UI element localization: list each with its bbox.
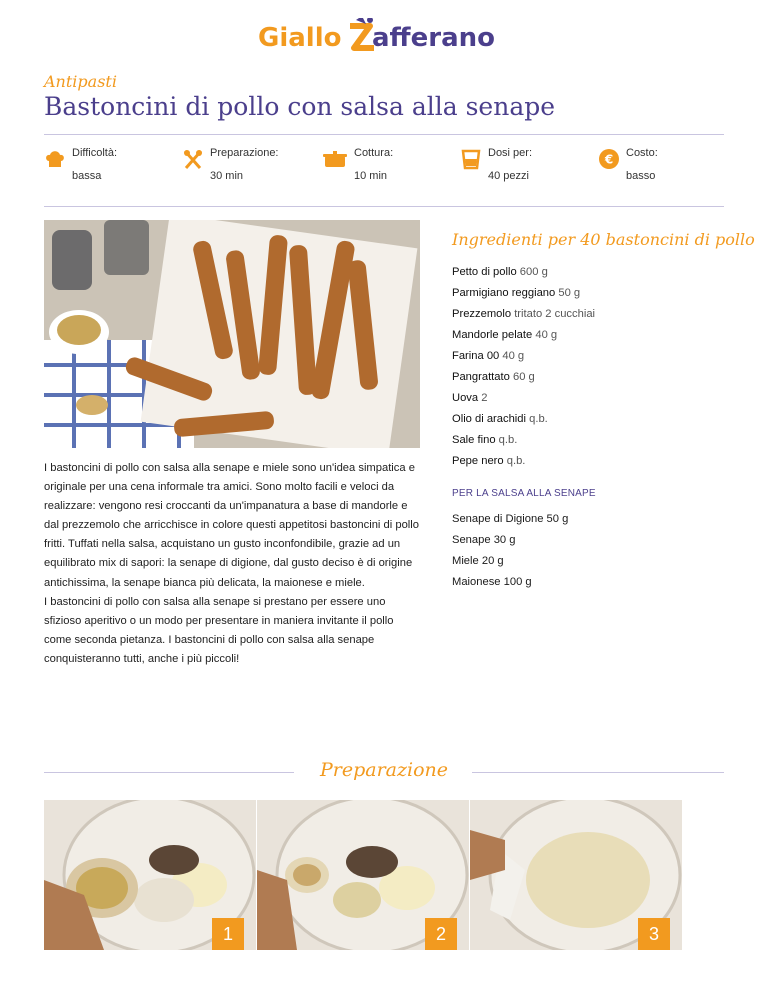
ingredient-qty: 40 g (502, 350, 525, 362)
ingredient-item (452, 574, 568, 595)
meta-cost (598, 146, 658, 183)
ingredient-name[interactable]: Miele (452, 555, 479, 567)
ingredient-item (452, 348, 595, 369)
step-image-2[interactable] (257, 800, 469, 950)
ingredient-qty: 30 g (493, 534, 516, 546)
recipe-category[interactable]: Antipasti (44, 72, 117, 91)
ingredient-name[interactable]: Farina 00 (452, 350, 500, 362)
step-image-1[interactable] (44, 800, 256, 950)
ingredient-item (452, 532, 568, 553)
logo-graphic (258, 18, 512, 54)
ingredient-item (452, 511, 568, 532)
pot-icon (322, 148, 348, 170)
intro-paragraph: I bastoncini di pollo con salsa alla senape e miele sono un'idea simpatica e originale per una cena informale tra amici. Sono molto facili e veloci da realizzare: vengono resi croccanti da un'impanatura a base di mandorle e dal prezzemolo che arricchisce in colore questi appetitosi bastoncini di pollo fritti. Tuffati nella salsa, acquistano un gusto inconfondibile, grazie ad un equilibrato mix di sapori: la senape di digione, dal gusto deciso è di origine antichissima, la senape bianca più delicata, la maionese e miele. (44, 462, 419, 589)
logo-text-part1: Giallo (258, 23, 342, 53)
ingredient-name[interactable]: Sale fino (452, 434, 496, 446)
ingredient-item (452, 411, 595, 432)
meta-value: 10 min (354, 170, 388, 182)
giallozafferano-logo[interactable] (258, 18, 512, 54)
ingredient-qty: 50 g (558, 287, 581, 299)
ingredient-name[interactable]: Pangrattato (452, 371, 510, 383)
recipe-meta (44, 146, 724, 184)
title-divider (44, 134, 724, 135)
ingredient-qty: 600 g (519, 266, 548, 278)
sauce-section-title: PER LA SALSA ALLA SENAPE (452, 488, 596, 499)
chef-hat-icon (44, 148, 66, 170)
ingredient-name[interactable]: Maionese (452, 576, 501, 588)
meta-preparation (182, 146, 279, 183)
recipe-intro (44, 459, 420, 669)
ingredient-qty: 100 g (503, 576, 532, 588)
logo-z-mark (350, 18, 374, 48)
ingredient-name[interactable]: Senape (452, 534, 491, 546)
ingredients-list (452, 264, 595, 474)
ingredient-name[interactable]: Senape di Digione (452, 513, 544, 525)
meta-label: Difficoltà: (72, 147, 118, 159)
ingredient-item (452, 327, 595, 348)
meta-cooking (322, 146, 393, 183)
ingredient-qty: 50 g (546, 513, 569, 525)
ingredient-item (452, 285, 595, 306)
step-number-badge: 1 (212, 918, 244, 950)
sauce-ingredients-list (452, 511, 568, 595)
ingredient-qty: q.b. (506, 455, 526, 467)
preparation-title: Preparazione (319, 759, 449, 781)
svg-text:€: € (604, 152, 614, 167)
recipe-title: Bastoncini di pollo con salsa alla senape (44, 92, 556, 121)
ingredient-item (452, 453, 595, 474)
ingredient-name[interactable]: Petto di pollo (452, 266, 517, 278)
ingredient-item (452, 553, 568, 574)
ingredient-qty: 2 (481, 392, 488, 404)
recipe-hero-image (44, 220, 420, 448)
ingredient-qty: q.b. (529, 413, 548, 425)
ingredient-qty: 60 g (512, 371, 535, 383)
meta-value: bassa (72, 170, 102, 182)
meta-label: Costo: (626, 147, 658, 159)
ingredient-name[interactable]: Parmigiano reggiano (452, 287, 556, 299)
ingredient-item (452, 390, 595, 411)
ingredient-item (452, 306, 595, 327)
preparation-divider-right (472, 772, 724, 773)
ingredient-name[interactable]: Prezzemolo (452, 308, 512, 320)
meta-difficulty (44, 146, 117, 183)
intro-paragraph: I bastoncini di pollo con salsa alla senape si prestano per essere uno sfizioso aperitivo o un modo per presentare in maniera invitante il pollo come seconda pietanza. I bastoncini di pollo con salsa alla senape conquisteranno tutti, anche i più piccoli! (44, 595, 394, 665)
utensils-icon (182, 148, 204, 170)
meta-value: basso (626, 170, 656, 182)
ingredient-qty: 40 g (535, 329, 558, 341)
ingredient-name[interactable]: Uova (452, 392, 479, 404)
ingredient-item (452, 264, 595, 285)
logo-text-part2: afferano (372, 23, 495, 53)
ingredient-qty: 20 g (481, 555, 504, 567)
meta-value: 30 min (210, 170, 244, 182)
ingredient-qty: tritato 2 cucchiai (514, 308, 596, 320)
meta-label: Cottura: (354, 147, 394, 159)
ingredient-name[interactable]: Olio di arachidi (452, 413, 526, 425)
ingredient-name[interactable]: Mandorle pelate (452, 329, 533, 341)
meta-label: Dosi per: (488, 147, 533, 159)
step-number-badge: 3 (638, 918, 670, 950)
step-number-badge: 2 (425, 918, 457, 950)
meta-value: 40 pezzi (488, 170, 529, 182)
ingredient-name[interactable]: Pepe nero (452, 455, 504, 467)
meta-label: Preparazione: (210, 147, 279, 159)
ingredients-title: Ingredienti per 40 bastoncini di pollo (452, 230, 755, 249)
ingredient-item (452, 432, 595, 453)
meta-divider (44, 206, 724, 207)
ingredient-item (452, 369, 595, 390)
ingredient-qty: q.b. (498, 434, 518, 446)
euro-icon (598, 148, 620, 170)
step-image-3[interactable] (470, 800, 682, 950)
measuring-cup-icon (460, 148, 482, 170)
meta-servings (460, 146, 532, 183)
